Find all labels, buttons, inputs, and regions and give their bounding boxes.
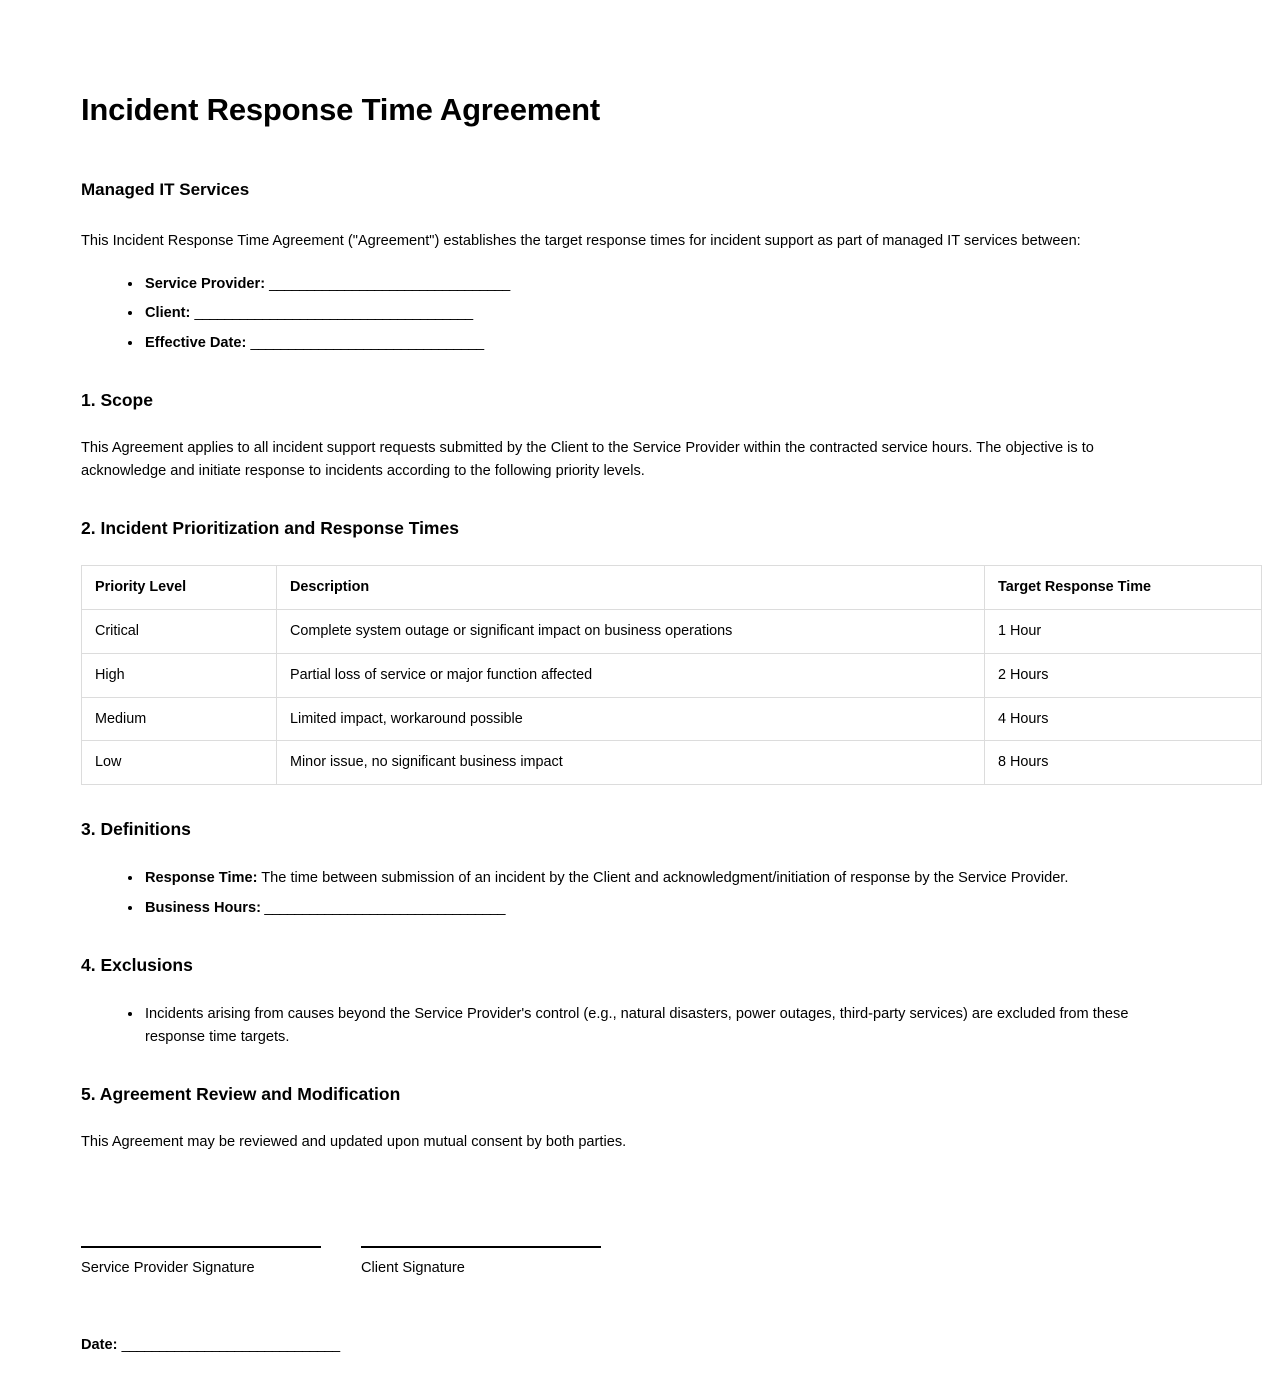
definition-label: Business Hours: (145, 899, 261, 916)
date-field-row (81, 1334, 1183, 1357)
cell-description: Complete system outage or significant impact on business operations (277, 609, 985, 653)
list-item (143, 866, 1183, 891)
date-label: Date: (81, 1336, 118, 1353)
column-header-target-time: Target Response Time (985, 565, 1262, 609)
section-heading-review: 5. Agreement Review and Modification (81, 1083, 401, 1104)
cell-priority: Medium (82, 697, 277, 741)
cell-priority: Low (82, 741, 277, 785)
provider-signature-line[interactable] (81, 1246, 321, 1248)
scope-paragraph: This Agreement applies to all incident support requests submitted by the Client to the Service Provider within the contracted service hours. The objective is to acknowledge and initiate response to incidents according to the following priority levels. (81, 439, 1094, 480)
definition-label: Response Time: (145, 870, 258, 887)
parties-list (81, 272, 1183, 356)
table-header-row (82, 565, 1262, 609)
cell-target-time: 2 Hours (985, 653, 1262, 697)
definition-text: The time between submission of an incident by the Client and acknowledgment/initiation of response by the Service Provider. (257, 870, 1069, 887)
section-heading-definitions: 3. Definitions (81, 819, 191, 840)
cell-description: Minor issue, no significant business impact (277, 741, 985, 785)
party-fill-line[interactable]: ________________________________ (269, 275, 510, 292)
table-row (82, 741, 1262, 785)
table-row (82, 697, 1262, 741)
table-row (82, 609, 1262, 653)
list-item (143, 301, 1183, 326)
table-row (82, 653, 1262, 697)
list-item (143, 331, 1183, 356)
column-header-description: Description (277, 565, 985, 609)
cell-target-time: 1 Hour (985, 609, 1262, 653)
cell-target-time: 4 Hours (985, 697, 1262, 741)
provider-signature-label: Service Provider Signature (81, 1260, 255, 1277)
priority-response-table (81, 565, 1262, 785)
list-item: • Incidents arising from causes beyond the Service Provider's control (e.g., natural disasters, power outages, third-party services) are excluded from these response time targets. (143, 1002, 1183, 1050)
party-label: Effective Date: (145, 334, 247, 351)
client-signature-label: Client Signature (361, 1260, 465, 1277)
document-subtitle: Managed IT Services (81, 179, 250, 199)
cell-priority: High (82, 653, 277, 697)
section-heading-prioritization: 2. Incident Prioritization and Response Times (81, 517, 459, 538)
client-signature-column (361, 1246, 601, 1280)
party-label: Service Provider: (145, 275, 266, 292)
cell-target-time: 8 Hours (985, 741, 1262, 785)
review-paragraph: This Agreement may be reviewed and updated upon mutual consent by both parties. (81, 1133, 627, 1150)
list-item (143, 272, 1183, 297)
list-item (143, 896, 1183, 921)
party-label: Client: (145, 305, 191, 322)
section-heading-exclusions: 4. Exclusions (81, 954, 193, 975)
column-header-priority: Priority Level (82, 565, 277, 609)
section-heading-scope: 1. Scope (81, 389, 153, 410)
date-fill-line[interactable]: _____________________________ (121, 1336, 340, 1353)
client-signature-line[interactable] (361, 1246, 601, 1248)
page-title: Incident Response Time Agreement (81, 92, 601, 127)
business-hours-fill-line[interactable]: ________________________________ (260, 899, 505, 916)
definitions-list (81, 866, 1183, 920)
cell-description: Limited impact, workaround possible (277, 697, 985, 741)
provider-signature-column (81, 1246, 321, 1280)
party-fill-line[interactable]: _______________________________ (250, 334, 484, 351)
party-fill-line[interactable]: _____________________________________ (194, 305, 473, 322)
intro-paragraph: This Incident Response Time Agreement ("Agreement") establishes the target response times for incident support as part of managed IT services between: (81, 233, 1081, 250)
cell-priority: Critical (82, 609, 277, 653)
cell-description: Partial loss of service or major function affected (277, 653, 985, 697)
exclusions-list (81, 1002, 1183, 1050)
signature-block (81, 1246, 1183, 1280)
